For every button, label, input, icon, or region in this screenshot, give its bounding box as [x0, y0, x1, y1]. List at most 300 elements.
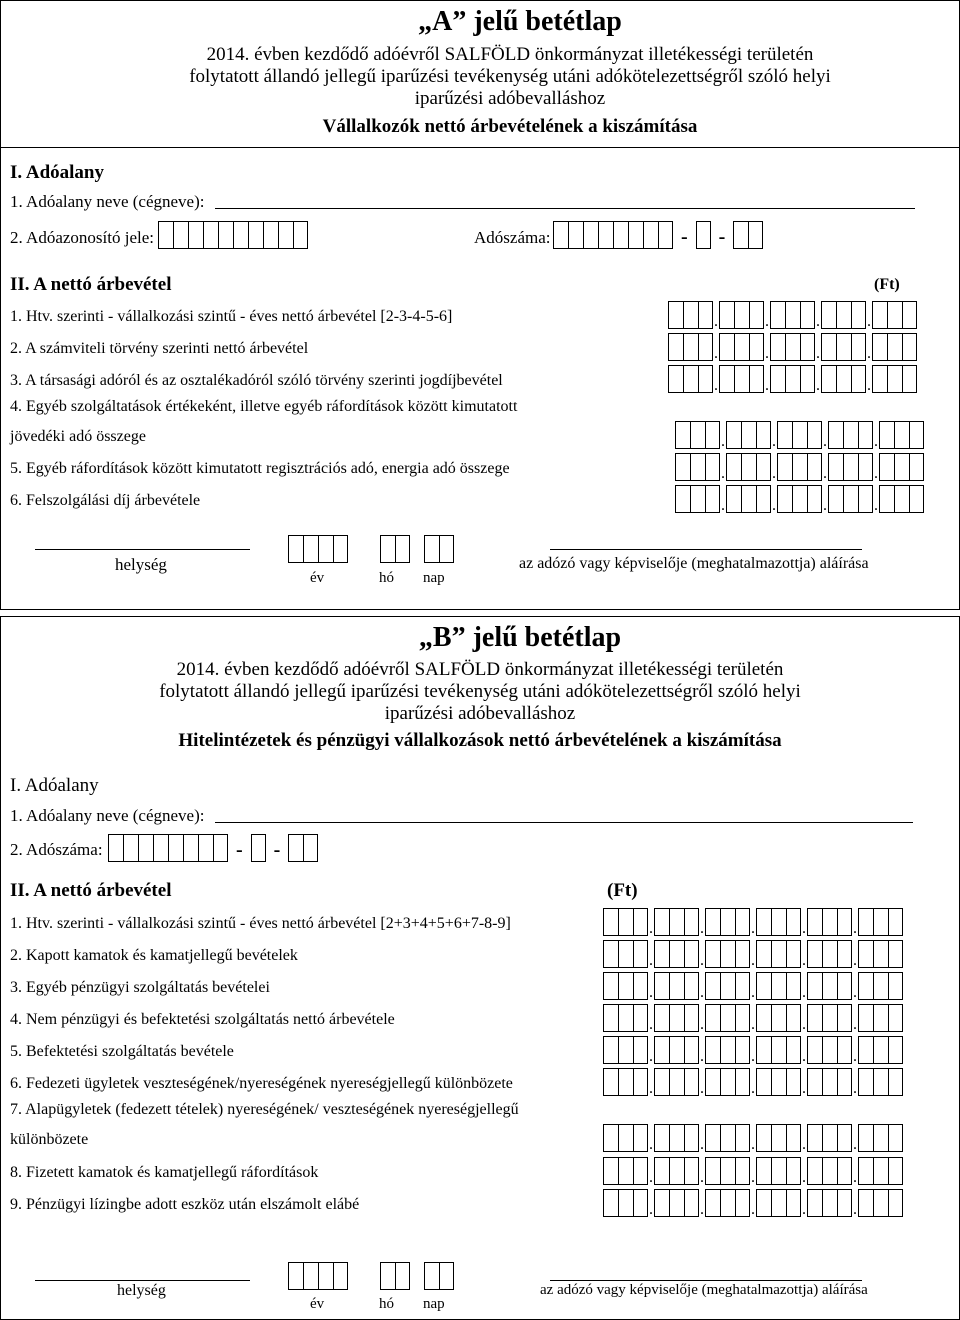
- input-cell[interactable]: [683, 333, 698, 361]
- input-cell[interactable]: [123, 834, 138, 862]
- input-cell[interactable]: [756, 1124, 771, 1152]
- input-cell[interactable]: [603, 908, 618, 936]
- input-cell[interactable]: [719, 333, 734, 361]
- input-cell[interactable]: [684, 1004, 699, 1032]
- input-cell[interactable]: [598, 221, 613, 249]
- input-cell[interactable]: [690, 453, 705, 481]
- input-cell[interactable]: [720, 940, 735, 968]
- input-cell[interactable]: [380, 535, 395, 563]
- form-b-signature-line[interactable]: [550, 1280, 862, 1281]
- input-cell[interactable]: [909, 485, 924, 513]
- input-cell[interactable]: [633, 1068, 648, 1096]
- input-cell[interactable]: [858, 453, 873, 481]
- input-cell[interactable]: [735, 972, 750, 1000]
- form-a-id-cells[interactable]: [158, 221, 308, 249]
- input-cell[interactable]: [821, 333, 836, 361]
- input-cell[interactable]: [888, 1157, 903, 1185]
- input-cell[interactable]: [858, 1036, 873, 1064]
- input-cell[interactable]: [633, 940, 648, 968]
- input-cell[interactable]: [785, 333, 800, 361]
- input-cell[interactable]: [726, 453, 741, 481]
- input-cell[interactable]: [888, 1068, 903, 1096]
- input-cell[interactable]: [318, 1262, 333, 1290]
- input-cell[interactable]: [887, 365, 902, 393]
- input-cell[interactable]: [872, 301, 887, 329]
- input-cell[interactable]: [654, 972, 669, 1000]
- input-cell[interactable]: [873, 940, 888, 968]
- input-cell[interactable]: [836, 365, 851, 393]
- input-cell[interactable]: [807, 1036, 822, 1064]
- input-cell[interactable]: [618, 908, 633, 936]
- amount-cells[interactable]: [675, 453, 924, 481]
- input-cell[interactable]: [424, 1262, 439, 1290]
- input-cell[interactable]: [705, 421, 720, 449]
- input-cell[interactable]: [683, 365, 698, 393]
- input-cell[interactable]: [873, 908, 888, 936]
- form-a-place-line[interactable]: [35, 549, 250, 550]
- input-cell[interactable]: [786, 940, 801, 968]
- input-cell[interactable]: [720, 1189, 735, 1217]
- input-cell[interactable]: [792, 453, 807, 481]
- input-cell[interactable]: [705, 1157, 720, 1185]
- input-cell[interactable]: [720, 1124, 735, 1152]
- input-cell[interactable]: [603, 1036, 618, 1064]
- input-cell[interactable]: [213, 834, 228, 862]
- input-cell[interactable]: [837, 1068, 852, 1096]
- input-cell[interactable]: [837, 1036, 852, 1064]
- input-cell[interactable]: [705, 1124, 720, 1152]
- input-cell[interactable]: [858, 972, 873, 1000]
- input-cell[interactable]: [800, 301, 815, 329]
- input-cell[interactable]: [756, 1004, 771, 1032]
- input-cell[interactable]: [613, 221, 628, 249]
- input-cell[interactable]: [248, 221, 263, 249]
- input-cell[interactable]: [633, 1157, 648, 1185]
- input-cell[interactable]: [777, 485, 792, 513]
- input-cell[interactable]: [669, 972, 684, 1000]
- input-cell[interactable]: [785, 365, 800, 393]
- input-cell[interactable]: [138, 834, 153, 862]
- input-cell[interactable]: [690, 485, 705, 513]
- input-cell[interactable]: [807, 972, 822, 1000]
- input-cell[interactable]: [756, 940, 771, 968]
- input-cell[interactable]: [836, 301, 851, 329]
- input-cell[interactable]: [669, 1124, 684, 1152]
- input-cell[interactable]: [720, 1157, 735, 1185]
- input-cell[interactable]: [822, 1068, 837, 1096]
- amount-cells[interactable]: [603, 1004, 903, 1032]
- input-cell[interactable]: [771, 972, 786, 1000]
- input-cell[interactable]: [684, 1036, 699, 1064]
- input-cell[interactable]: [158, 221, 173, 249]
- input-cell[interactable]: [251, 834, 266, 862]
- input-cell[interactable]: [902, 333, 917, 361]
- input-cell[interactable]: [684, 1157, 699, 1185]
- input-cell[interactable]: [735, 1124, 750, 1152]
- input-cell[interactable]: [603, 1004, 618, 1032]
- input-cell[interactable]: [807, 1157, 822, 1185]
- input-cell[interactable]: [873, 972, 888, 1000]
- input-cell[interactable]: [424, 535, 439, 563]
- input-cell[interactable]: [741, 421, 756, 449]
- input-cell[interactable]: [771, 1124, 786, 1152]
- input-cell[interactable]: [749, 333, 764, 361]
- input-cell[interactable]: [873, 1068, 888, 1096]
- input-cell[interactable]: [888, 1124, 903, 1152]
- input-cell[interactable]: [786, 1068, 801, 1096]
- input-cell[interactable]: [837, 940, 852, 968]
- input-cell[interactable]: [654, 940, 669, 968]
- input-cell[interactable]: [654, 1068, 669, 1096]
- input-cell[interactable]: [684, 972, 699, 1000]
- input-cell[interactable]: [858, 421, 873, 449]
- input-cell[interactable]: [771, 940, 786, 968]
- input-cell[interactable]: [873, 1124, 888, 1152]
- input-cell[interactable]: [807, 485, 822, 513]
- input-cell[interactable]: [153, 834, 168, 862]
- input-cell[interactable]: [837, 1189, 852, 1217]
- input-cell[interactable]: [633, 1036, 648, 1064]
- input-cell[interactable]: [669, 1068, 684, 1096]
- input-cell[interactable]: [603, 940, 618, 968]
- input-cell[interactable]: [705, 908, 720, 936]
- input-cell[interactable]: [395, 535, 410, 563]
- input-cell[interactable]: [807, 453, 822, 481]
- input-cell[interactable]: [603, 972, 618, 1000]
- input-cell[interactable]: [633, 1124, 648, 1152]
- input-cell[interactable]: [618, 1157, 633, 1185]
- input-cell[interactable]: [618, 1004, 633, 1032]
- input-cell[interactable]: [183, 834, 198, 862]
- input-cell[interactable]: [822, 1157, 837, 1185]
- input-cell[interactable]: [837, 972, 852, 1000]
- input-cell[interactable]: [786, 1124, 801, 1152]
- input-cell[interactable]: [887, 301, 902, 329]
- input-cell[interactable]: [786, 1189, 801, 1217]
- input-cell[interactable]: [553, 221, 568, 249]
- input-cell[interactable]: [909, 421, 924, 449]
- input-cell[interactable]: [720, 972, 735, 1000]
- input-cell[interactable]: [756, 485, 771, 513]
- input-cell[interactable]: [888, 1036, 903, 1064]
- input-cell[interactable]: [720, 1004, 735, 1032]
- input-cell[interactable]: [887, 333, 902, 361]
- input-cell[interactable]: [654, 1124, 669, 1152]
- amount-cells[interactable]: [668, 333, 917, 361]
- input-cell[interactable]: [822, 1189, 837, 1217]
- input-cell[interactable]: [669, 1004, 684, 1032]
- input-cell[interactable]: [822, 1124, 837, 1152]
- input-cell[interactable]: [837, 1004, 852, 1032]
- form-a-signature-line[interactable]: [550, 549, 862, 550]
- form-b-date-cells[interactable]: [288, 1262, 454, 1290]
- input-cell[interactable]: [858, 1157, 873, 1185]
- input-cell[interactable]: [756, 1036, 771, 1064]
- input-cell[interactable]: [698, 333, 713, 361]
- input-cell[interactable]: [333, 535, 348, 563]
- input-cell[interactable]: [380, 1262, 395, 1290]
- input-cell[interactable]: [858, 485, 873, 513]
- input-cell[interactable]: [741, 485, 756, 513]
- input-cell[interactable]: [756, 1068, 771, 1096]
- input-cell[interactable]: [318, 535, 333, 563]
- input-cell[interactable]: [771, 1036, 786, 1064]
- input-cell[interactable]: [735, 908, 750, 936]
- input-cell[interactable]: [628, 221, 643, 249]
- input-cell[interactable]: [807, 1124, 822, 1152]
- input-cell[interactable]: [168, 834, 183, 862]
- input-cell[interactable]: [837, 1124, 852, 1152]
- input-cell[interactable]: [439, 1262, 454, 1290]
- input-cell[interactable]: [675, 485, 690, 513]
- input-cell[interactable]: [770, 365, 785, 393]
- input-cell[interactable]: [756, 421, 771, 449]
- form-a-taxnumber-cells[interactable]: [553, 221, 763, 249]
- form-a-date-cells[interactable]: [288, 535, 454, 563]
- input-cell[interactable]: [288, 834, 303, 862]
- input-cell[interactable]: [669, 1036, 684, 1064]
- input-cell[interactable]: [872, 365, 887, 393]
- input-cell[interactable]: [618, 1068, 633, 1096]
- input-cell[interactable]: [278, 221, 293, 249]
- input-cell[interactable]: [643, 221, 658, 249]
- input-cell[interactable]: [902, 365, 917, 393]
- input-cell[interactable]: [807, 1004, 822, 1032]
- input-cell[interactable]: [633, 908, 648, 936]
- amount-cells[interactable]: [603, 1124, 903, 1152]
- input-cell[interactable]: [741, 453, 756, 481]
- input-cell[interactable]: [654, 1036, 669, 1064]
- input-cell[interactable]: [735, 1068, 750, 1096]
- input-cell[interactable]: [705, 1068, 720, 1096]
- input-cell[interactable]: [675, 421, 690, 449]
- input-cell[interactable]: [303, 834, 318, 862]
- form-a-name-field[interactable]: [215, 208, 915, 209]
- input-cell[interactable]: [807, 908, 822, 936]
- input-cell[interactable]: [669, 940, 684, 968]
- input-cell[interactable]: [726, 421, 741, 449]
- input-cell[interactable]: [888, 940, 903, 968]
- input-cell[interactable]: [785, 301, 800, 329]
- input-cell[interactable]: [837, 908, 852, 936]
- input-cell[interactable]: [705, 485, 720, 513]
- amount-cells[interactable]: [603, 908, 903, 936]
- input-cell[interactable]: [696, 221, 711, 249]
- input-cell[interactable]: [705, 1189, 720, 1217]
- input-cell[interactable]: [771, 908, 786, 936]
- input-cell[interactable]: [293, 221, 308, 249]
- input-cell[interactable]: [654, 1189, 669, 1217]
- input-cell[interactable]: [888, 972, 903, 1000]
- input-cell[interactable]: [807, 940, 822, 968]
- input-cell[interactable]: [108, 834, 123, 862]
- input-cell[interactable]: [756, 972, 771, 1000]
- input-cell[interactable]: [873, 1004, 888, 1032]
- input-cell[interactable]: [719, 301, 734, 329]
- form-b-name-field[interactable]: [215, 822, 913, 823]
- input-cell[interactable]: [828, 421, 843, 449]
- input-cell[interactable]: [879, 421, 894, 449]
- input-cell[interactable]: [198, 834, 213, 862]
- input-cell[interactable]: [684, 940, 699, 968]
- input-cell[interactable]: [633, 1004, 648, 1032]
- input-cell[interactable]: [822, 1036, 837, 1064]
- input-cell[interactable]: [734, 365, 749, 393]
- input-cell[interactable]: [675, 453, 690, 481]
- input-cell[interactable]: [837, 1157, 852, 1185]
- input-cell[interactable]: [873, 1036, 888, 1064]
- input-cell[interactable]: [786, 1004, 801, 1032]
- input-cell[interactable]: [771, 1157, 786, 1185]
- input-cell[interactable]: [792, 485, 807, 513]
- input-cell[interactable]: [843, 485, 858, 513]
- input-cell[interactable]: [777, 453, 792, 481]
- amount-cells[interactable]: [603, 1036, 903, 1064]
- input-cell[interactable]: [618, 1036, 633, 1064]
- input-cell[interactable]: [719, 365, 734, 393]
- input-cell[interactable]: [654, 1004, 669, 1032]
- input-cell[interactable]: [902, 301, 917, 329]
- input-cell[interactable]: [894, 421, 909, 449]
- input-cell[interactable]: [756, 453, 771, 481]
- input-cell[interactable]: [786, 1157, 801, 1185]
- input-cell[interactable]: [786, 972, 801, 1000]
- input-cell[interactable]: [668, 333, 683, 361]
- input-cell[interactable]: [303, 535, 318, 563]
- input-cell[interactable]: [669, 1157, 684, 1185]
- input-cell[interactable]: [603, 1157, 618, 1185]
- input-cell[interactable]: [851, 333, 866, 361]
- input-cell[interactable]: [858, 1004, 873, 1032]
- input-cell[interactable]: [705, 972, 720, 1000]
- input-cell[interactable]: [851, 301, 866, 329]
- input-cell[interactable]: [821, 301, 836, 329]
- input-cell[interactable]: [851, 365, 866, 393]
- input-cell[interactable]: [684, 908, 699, 936]
- amount-cells[interactable]: [603, 940, 903, 968]
- input-cell[interactable]: [828, 453, 843, 481]
- input-cell[interactable]: [726, 485, 741, 513]
- form-b-taxnumber-cells[interactable]: [108, 834, 318, 862]
- input-cell[interactable]: [603, 1189, 618, 1217]
- input-cell[interactable]: [583, 221, 598, 249]
- input-cell[interactable]: [771, 1004, 786, 1032]
- input-cell[interactable]: [858, 1124, 873, 1152]
- input-cell[interactable]: [735, 1004, 750, 1032]
- input-cell[interactable]: [684, 1068, 699, 1096]
- input-cell[interactable]: [603, 1124, 618, 1152]
- input-cell[interactable]: [735, 1189, 750, 1217]
- input-cell[interactable]: [771, 1189, 786, 1217]
- input-cell[interactable]: [786, 908, 801, 936]
- input-cell[interactable]: [684, 1189, 699, 1217]
- input-cell[interactable]: [705, 453, 720, 481]
- form-b-place-line[interactable]: [35, 1280, 250, 1281]
- input-cell[interactable]: [828, 485, 843, 513]
- input-cell[interactable]: [734, 301, 749, 329]
- input-cell[interactable]: [233, 221, 248, 249]
- input-cell[interactable]: [618, 972, 633, 1000]
- input-cell[interactable]: [568, 221, 583, 249]
- input-cell[interactable]: [888, 908, 903, 936]
- input-cell[interactable]: [684, 1124, 699, 1152]
- input-cell[interactable]: [822, 940, 837, 968]
- input-cell[interactable]: [770, 301, 785, 329]
- input-cell[interactable]: [894, 453, 909, 481]
- input-cell[interactable]: [218, 221, 233, 249]
- input-cell[interactable]: [668, 301, 683, 329]
- input-cell[interactable]: [888, 1004, 903, 1032]
- input-cell[interactable]: [698, 365, 713, 393]
- input-cell[interactable]: [821, 365, 836, 393]
- input-cell[interactable]: [203, 221, 218, 249]
- input-cell[interactable]: [669, 1189, 684, 1217]
- input-cell[interactable]: [395, 1262, 410, 1290]
- input-cell[interactable]: [690, 421, 705, 449]
- input-cell[interactable]: [735, 1036, 750, 1064]
- input-cell[interactable]: [749, 301, 764, 329]
- input-cell[interactable]: [792, 421, 807, 449]
- amount-cells[interactable]: [675, 421, 924, 449]
- input-cell[interactable]: [618, 1189, 633, 1217]
- input-cell[interactable]: [654, 908, 669, 936]
- input-cell[interactable]: [705, 940, 720, 968]
- input-cell[interactable]: [843, 453, 858, 481]
- input-cell[interactable]: [263, 221, 278, 249]
- input-cell[interactable]: [756, 908, 771, 936]
- input-cell[interactable]: [720, 908, 735, 936]
- input-cell[interactable]: [288, 535, 303, 563]
- input-cell[interactable]: [733, 221, 748, 249]
- input-cell[interactable]: [735, 940, 750, 968]
- input-cell[interactable]: [894, 485, 909, 513]
- input-cell[interactable]: [800, 365, 815, 393]
- input-cell[interactable]: [749, 365, 764, 393]
- input-cell[interactable]: [658, 221, 673, 249]
- amount-cells[interactable]: [603, 1157, 903, 1185]
- amount-cells[interactable]: [668, 301, 917, 329]
- input-cell[interactable]: [807, 1189, 822, 1217]
- input-cell[interactable]: [756, 1157, 771, 1185]
- input-cell[interactable]: [735, 1157, 750, 1185]
- input-cell[interactable]: [879, 453, 894, 481]
- input-cell[interactable]: [303, 1262, 318, 1290]
- input-cell[interactable]: [836, 333, 851, 361]
- input-cell[interactable]: [720, 1036, 735, 1064]
- input-cell[interactable]: [807, 421, 822, 449]
- input-cell[interactable]: [698, 301, 713, 329]
- input-cell[interactable]: [888, 1189, 903, 1217]
- input-cell[interactable]: [188, 221, 203, 249]
- input-cell[interactable]: [822, 972, 837, 1000]
- amount-cells[interactable]: [603, 1068, 903, 1096]
- input-cell[interactable]: [770, 333, 785, 361]
- amount-cells[interactable]: [603, 1189, 903, 1217]
- input-cell[interactable]: [858, 908, 873, 936]
- input-cell[interactable]: [720, 1068, 735, 1096]
- input-cell[interactable]: [858, 1189, 873, 1217]
- amount-cells[interactable]: [675, 485, 924, 513]
- input-cell[interactable]: [705, 1004, 720, 1032]
- input-cell[interactable]: [872, 333, 887, 361]
- input-cell[interactable]: [439, 535, 454, 563]
- input-cell[interactable]: [603, 1068, 618, 1096]
- input-cell[interactable]: [858, 940, 873, 968]
- input-cell[interactable]: [786, 1036, 801, 1064]
- input-cell[interactable]: [683, 301, 698, 329]
- input-cell[interactable]: [879, 485, 894, 513]
- input-cell[interactable]: [807, 1068, 822, 1096]
